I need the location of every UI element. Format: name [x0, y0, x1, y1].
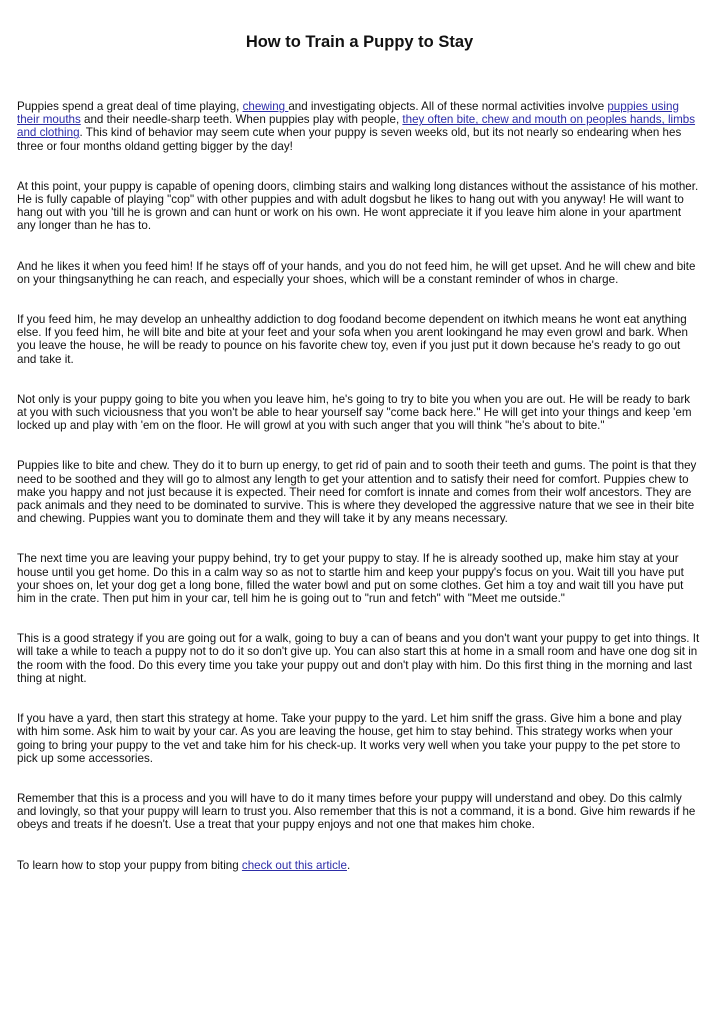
paragraph-1-text-1: Puppies spend a great deal of time playing, [17, 100, 243, 113]
paragraph-1 [17, 100, 702, 153]
they-often-bite-link[interactable]: they often bite, chew and mouth on peoples hands, limbs and clothing [17, 113, 696, 140]
paragraph-7: The next time you are leaving your puppy behind, try to get your puppy to stay. If he is already soothed up, make him stay at your house until you get home. Do this in a calm way so as not to startle him and keep your puppy's focus on you. Wait till you have put your shoes on, let your dog get a long bone, filled the water bowl and put on some clothes. Get him a toy and wait till you have put him in the crate. Then put him in your car, tell him he is going out to "run and fetch" with "Meet me outside." [17, 552, 684, 606]
paragraph-11-text-1: To learn how to stop your puppy from biting [17, 858, 242, 872]
paragraph-9: If you have a yard, then start this strategy at home. Take your puppy to the yard. Let him sniff the grass. Give him a bone and play with him some. Ask him to wait by your car. As you are leaving the house, get him to stay behind. This strategy works when your going to bring your puppy to the vet and take him for his check-up. It works very well when you take your puppy to the pet store to pick up some accessories. [17, 712, 682, 765]
paragraph-4: If you feed him, he may develop an unhealthy addiction to dog foodand become dependent on itwhich means he wont eat anything else. If you feed him, he will bite and bite at your feet and your sofa when you arent lookingand he may even growl and bark. When you leave the house, he will be ready to pounce on his favorite chew toy, even if you just put it down because he's ready to go out and take it. [17, 313, 688, 366]
paragraph-6: Puppies like to bite and chew. They do it to burn up energy, to get rid of pain and to sooth their teeth and gums. The point is that they need to be soothed and they will go to almost any length to get your attention and to satisfy their need for comfort. Puppies chew to make you happy and not just because it is expected. Their need for comfort is innate and comes from their wolf ancestors. They are pack animals and they need to be dominated to survive. This is where they developed the aggressive nature that we see in their bite and chewing. Puppies want you to dominate them and they will take it by any means necessary. [17, 459, 697, 526]
paragraph-2: At this point, your puppy is capable of opening doors, climbing stairs and walking long distances without the assistance of his mother. He is fully capable of playing "cop" with other puppies and with adult dogsbut he likes to hang out with you anyway! He will want to hang out with you 'till he is grown and can hunt or work on his own. He wont appreciate it if you leave him alone in your apartment any longer than he has to. [17, 179, 699, 233]
paragraph-3: And he likes it when you feed him! If he stays off of your hands, and you do not feed him, he will get upset. And he will chew and bite on your thingsanything he can reach, and especially your shoes, which will be a constant reminder of whos in charge. [17, 259, 696, 286]
paragraph-5: Not only is your puppy going to bite you when you leave him, he's going to try to bite you when you are out. He will be ready to bark at you with such viciousness that you won't be able to hear yourself say "come back here." He will get into your things and keep 'em locked up and play with 'em on the floor. He will growl at you with such anger that you will think "he's about to bite." [17, 392, 692, 433]
paragraph-11-text-2: . [346, 858, 351, 872]
paragraph-1-text-4: . This kind of behavior may seem cute when your puppy is seven weeks old, but its not nearly so endearing when hes three or four months oldand getting bigger by the day! [17, 126, 682, 153]
paragraph-8: This is a good strategy if you are going out for a walk, going to buy a can of beans and you don't want your puppy to get into things. It will take a while to teach a puppy not to do it so don't give up. You can also start this at home in a small room and have one dog sit in the room with the food. Do this every time you take your puppy out and don't play with him. Do this first thing in the morning and last thing at night. [17, 632, 700, 685]
puppies-using-their-mouths-link[interactable]: puppies using their mouths [17, 100, 679, 127]
paragraph-10: Remember that this is a process and you will have to do it many times before your puppy will understand and obey. Do this calmly and lovingly, so that your puppy will learn to trust you. Also remember that this is not a command, it is a bond. Give him rewards if he obeys and treats if he doesn't. Use a treat that your puppy enjoys and not one that makes him choke. [17, 791, 696, 832]
paragraph-1-text-2: and investigating objects. All of these normal activities involve [288, 100, 608, 113]
article-body [17, 100, 702, 872]
paragraph-11 [17, 859, 702, 872]
check-out-this-article-link[interactable]: check out this article [241, 858, 347, 872]
chewing-link[interactable]: chewing [242, 100, 289, 113]
page-title: How to Train a Puppy to Stay [245, 33, 474, 51]
paragraph-1-text-3: and their needle-sharp teeth. When puppies play with people, [80, 113, 403, 127]
